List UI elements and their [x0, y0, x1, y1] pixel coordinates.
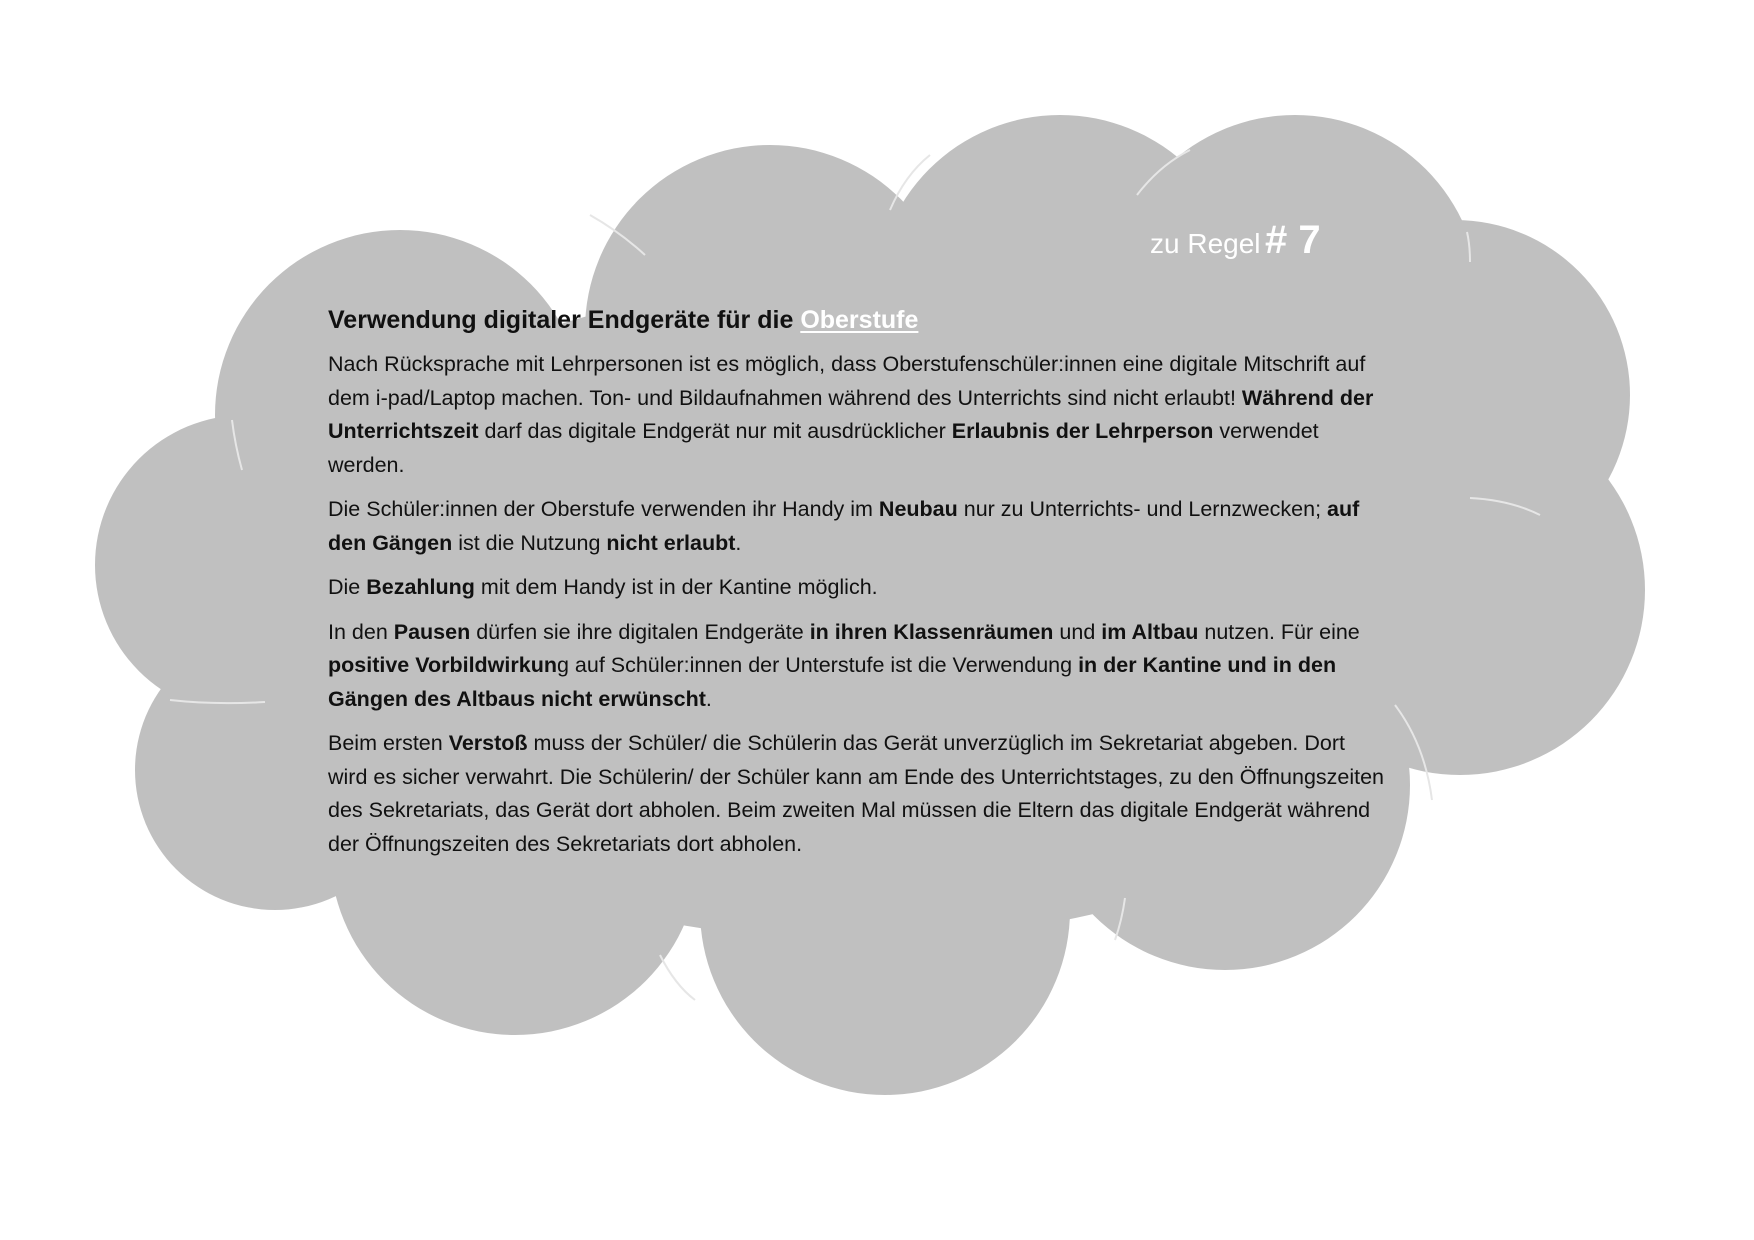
text-segment: nutzen. Für eine — [1198, 619, 1360, 644]
text-segment: nur zu Unterrichts- und Lernzwecken; — [957, 497, 1328, 521]
text-segment: In den — [328, 619, 394, 644]
paragraph-breaks — [328, 616, 1388, 717]
text-segment: mit dem Handy ist in der Kantine möglich. — [474, 575, 878, 599]
text-segment-bold: Verstoß — [448, 731, 528, 755]
text-segment-bold: Während der Unterrichtszeit — [328, 385, 1374, 443]
paragraph-violation — [328, 727, 1388, 861]
paragraph-payment — [328, 571, 1388, 605]
text-segment-bold: Pausen — [393, 619, 471, 644]
text-segment: darf das digitale Endgerät nur mit ausdrücklicher — [478, 419, 952, 443]
text-segment-bold: nicht erlaubt — [606, 530, 736, 555]
rule-reference-number: # 7 — [1264, 218, 1321, 262]
text-segment-bold: auf den Gängen — [328, 497, 1360, 555]
text-segment-bold: in ihren Klassenräumen — [809, 619, 1054, 644]
paragraph-phone-usage — [328, 493, 1388, 560]
text-segment-bold: im Altbau — [1101, 619, 1199, 644]
text-segment: Beim ersten — [328, 731, 449, 755]
text-segment: ist die Nutzung — [452, 530, 607, 555]
heading-highlight: Oberstufe — [800, 306, 919, 334]
text-segment: . — [705, 686, 712, 711]
text-segment: Die — [328, 575, 367, 599]
text-segment-bold: in der Kantine und in den Gängen des Altbaus nicht erwünscht — [328, 653, 1337, 711]
heading-text: Verwendung digitaler Endgeräte für die — [328, 306, 801, 334]
document-heading — [328, 300, 1388, 340]
text-segment: Nach Rücksprache mit Lehrpersonen ist es möglich, dass Oberstufenschüler:innen eine digitale Mitschrift auf dem i-pad/Laptop machen. Ton- und Bildaufnahmen während des Unterrichts sind nicht erlaubt! — [328, 352, 1366, 410]
text-segment-bold: Neubau — [878, 497, 958, 521]
text-segment: und — [1053, 619, 1102, 644]
text-segment: verwendet werden. — [328, 419, 1319, 477]
text-segment: g auf Schüler:innen der Unterstufe ist die Verwendung — [556, 653, 1079, 677]
text-segment-bold: positive Vorbildwirkun — [328, 653, 557, 677]
text-segment: muss der Schüler/ die Schülerin das Gerät unverzüglich im Sekretariat abgeben. Dort wird es sicher verwahrt. Die Schülerin/ der Schüler kann am Ende des Unterrichtstages, zu den Öffnungszeiten des Sekretariats, das Gerät dort abholen. Beim zweiten Mal müssen die Eltern das digitale Endgerät während der Öffnungszeiten des Sekretariats dort abholen. — [328, 731, 1385, 856]
text-segment-bold: Erlaubnis der Lehrperson — [951, 419, 1214, 443]
rule-reference-prefix: zu Regel — [1150, 228, 1261, 259]
document-body — [328, 300, 1388, 872]
text-segment: dürfen sie ihre digitalen Endgeräte — [470, 619, 810, 644]
text-segment-bold: Bezahlung — [366, 575, 475, 599]
text-segment: Die Schüler:innen der Oberstufe verwenden ihr Handy im — [328, 497, 879, 521]
text-segment: . — [735, 530, 742, 555]
paragraph-digital-notes — [328, 348, 1388, 482]
rule-reference — [1150, 218, 1321, 263]
